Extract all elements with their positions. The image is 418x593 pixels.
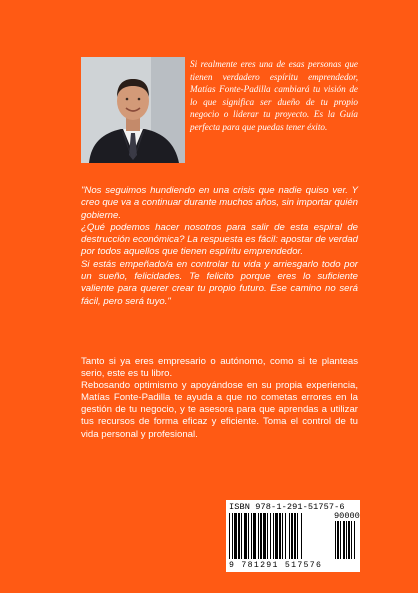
description-paragraph: Tanto si ya eres empresario o autónomo, como si te planteas serio, este es tu libro. [81,356,358,380]
book-description [81,356,358,441]
barcode-bar [282,513,283,559]
isbn-digits: 9 781291 517576 [229,561,323,570]
author-portrait-graphic [81,57,185,163]
barcode-bar [234,513,237,559]
barcode-bar [244,513,247,559]
barcode-bar [275,513,278,559]
barcode-bar [354,521,355,559]
barcode-bars-icon [229,513,357,561]
barcode-bar [267,513,268,559]
barcode-bar [279,513,281,559]
author-blurb: Si realmente eres una de esas personas que tienen verdadero espíritu emprendedor, Matías Fonte-Padilla cambiará tu visión de lo que significa ser dueño de tu propio negocio o liderar tu proyecto. Es la Guía perfecta para que puedas tener éxito. [190,59,358,132]
barcode-bar [229,513,230,559]
barcode-bar [263,513,266,559]
isbn-barcode [226,500,360,572]
barcode-bar [241,513,242,559]
barcode-bar [289,513,290,559]
barcode-bar [348,521,350,559]
quote-paragraph: Si estás empeñado/a en controlar tu vida y arriesgarlo todo por un sueño, felicidades. Te felicito porque eres lo suficiente valiente para querer crear tu propio futuro. Ese camino no será fácil, pero será tuyo." [81,258,358,307]
barcode-bar [294,513,296,559]
barcode-bar [260,513,262,559]
description-paragraph: Rebosando optimismo y apoyándose en su propia experiencia, Matías Fonte-Padilla te ayuda a que no cometas errores en la gestión de tu negocio, y te asesora para que aprendas a utilizar tus recursos de forma eficaz y eficiente. Toma el control de tu vida personal y profesional. [81,380,358,440]
barcode-bar [232,513,233,559]
barcode-bar [248,513,249,559]
barcode-bar [343,521,345,559]
barcode-bar [258,513,259,559]
quote-paragraph: ¿Qué podemos hacer nosotros para salir de esta espiral de destrucción económica? La respuesta es fácil: apostar de verdad por todos aquellos que tienen espíritu emprendedor. [81,221,358,258]
barcode-bar [238,513,240,559]
barcode-bar [285,513,286,559]
barcode-bar [335,521,336,559]
barcode-bar [337,521,339,559]
price-code: 90000 [334,511,360,521]
barcode-bar [297,513,298,559]
barcode-bar [253,513,256,559]
author-quote [81,185,358,308]
barcode-bar [301,513,302,559]
barcode-bar [346,521,347,559]
barcode-bar [291,513,293,559]
barcode-bar [273,513,274,559]
barcode-bar [351,521,352,559]
barcode-bar [251,513,252,559]
barcode-bar [340,521,341,559]
barcode-bar [270,513,271,559]
author-photo [81,57,185,163]
isbn-label: ISBN 978-1-291-51757-6 [229,502,345,512]
quote-paragraph: "Nos seguimos hundiendo en una crisis que nadie quiso ver. Y creo que va a continuar durante muchos años, sin importar quién gobierne. [81,185,358,221]
